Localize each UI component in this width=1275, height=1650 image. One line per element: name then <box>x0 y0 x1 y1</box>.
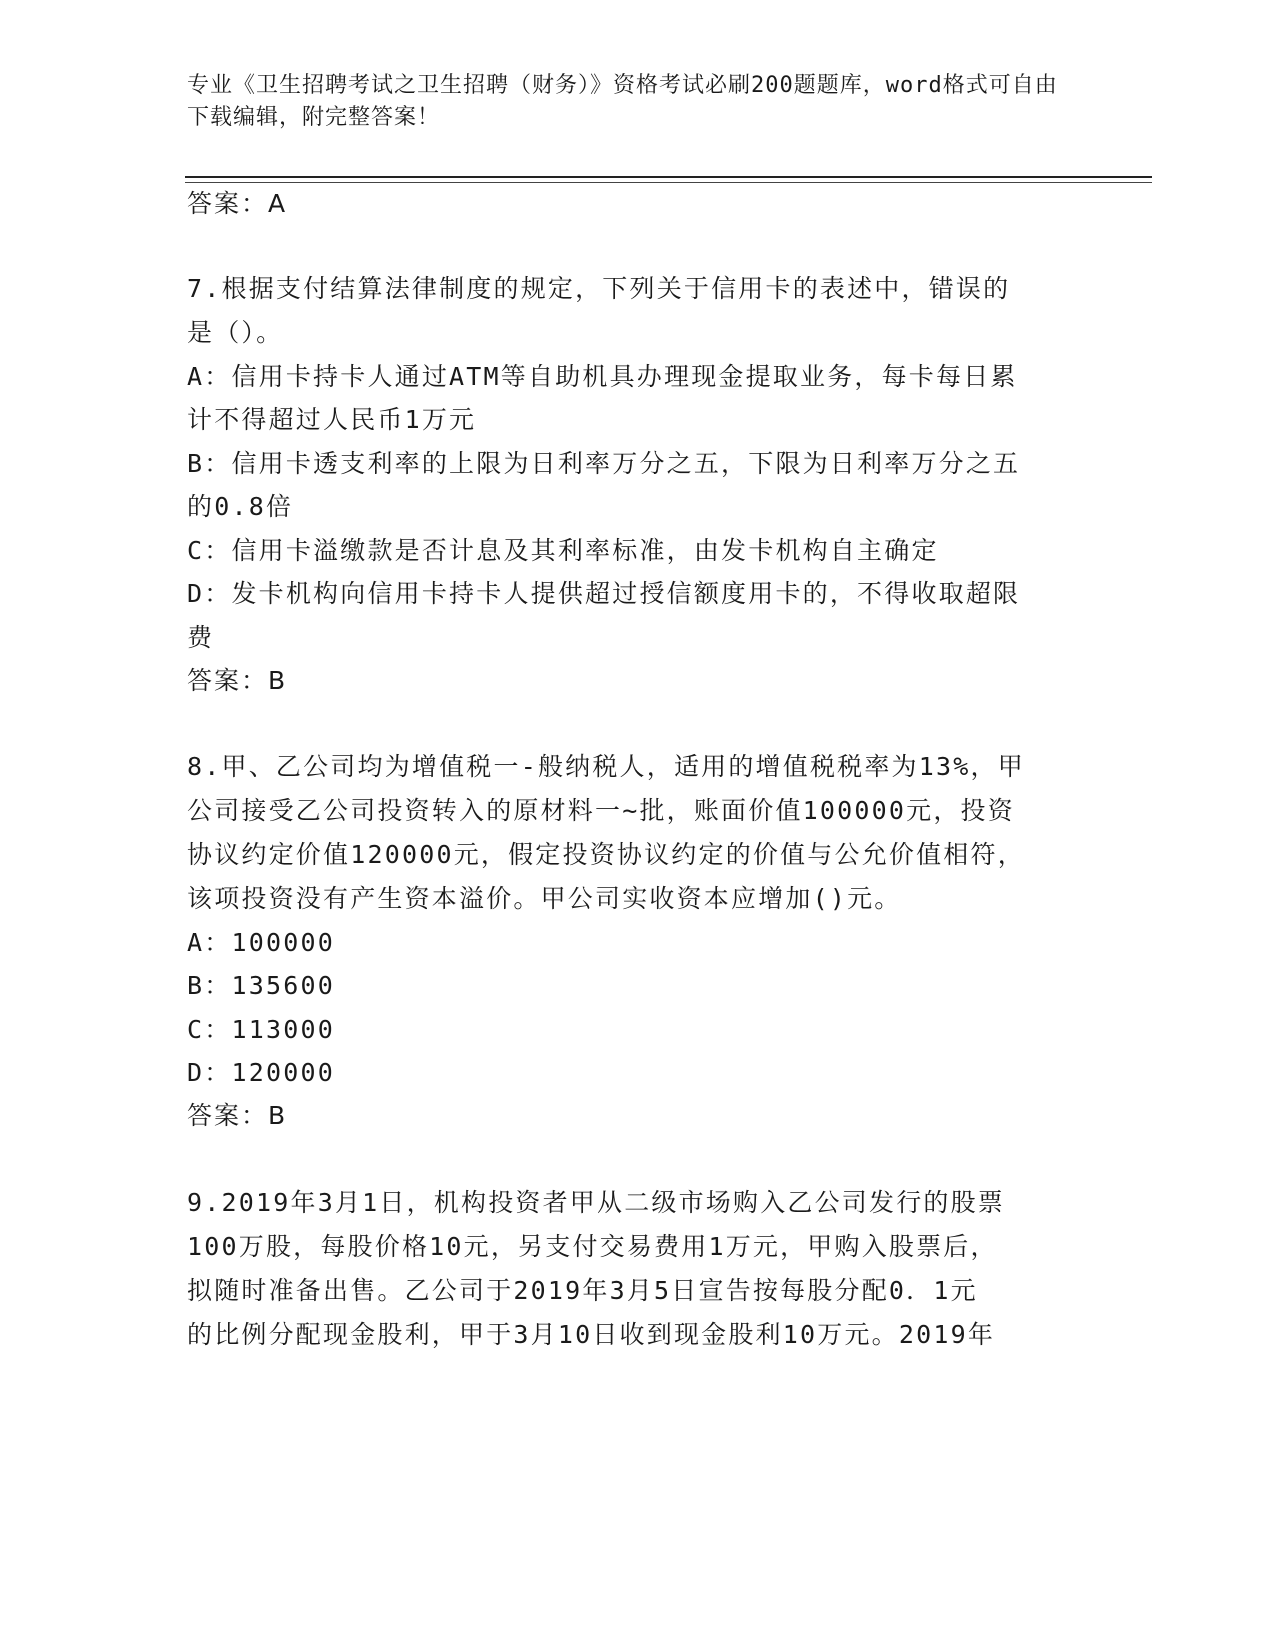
q8-answer: 答案：B <box>187 1101 288 1130</box>
q8-stem-line-2: 公司接受乙公司投资转入的原材料一~批，账面价值100000元，投资 <box>187 796 1015 825</box>
document-header: 专业《卫生招聘考试之卫生招聘（财务）》资格考试必刷200题题库，word格式可自由下载编辑，附完整答案！ <box>187 73 1058 130</box>
q7-option-b-line-2: 的0.8倍 <box>187 492 294 521</box>
q7-option-a-line-1: A：信用卡持卡人通过ATM等自助机具办理现金提取业务，每卡每日累 <box>187 362 1018 391</box>
header-rule-thick <box>185 176 1152 178</box>
q8-stem-line-3: 协议约定价值120000元，假定投资协议约定的价值与公允价值相符， <box>187 840 1025 869</box>
q8-option-a: A：100000 <box>187 928 335 957</box>
q9-stem-line-4: 的比例分配现金股利，甲于3月10日收到现金股利10万元。2019年 <box>187 1320 996 1349</box>
header-rule-thin <box>185 182 1152 183</box>
q9-stem-line-2: 100万股，每股价格10元，另支付交易费用1万元，甲购入股票后， <box>187 1232 998 1261</box>
q7-option-d-line-1: D：发卡机构向信用卡持卡人提供超过授信额度用卡的，不得收取超限 <box>187 579 1021 608</box>
q7-option-a-line-2: 计不得超过人民币1万元 <box>187 405 477 434</box>
q7-stem-line-2: 是（）。 <box>187 318 284 347</box>
q9-stem-line-1: 9.2019年3月1日，机构投资者甲从二级市场购入乙公司发行的股票 <box>187 1188 1006 1217</box>
q7-option-c: C：信用卡溢缴款是否计息及其利率标准，由发卡机构自主确定 <box>187 536 939 565</box>
answer-previous: 答案：A <box>187 189 288 218</box>
q7-option-b-line-1: B：信用卡透支利率的上限为日利率万分之五，下限为日利率万分之五 <box>187 449 1021 478</box>
q7-stem-line-1: 7.根据支付结算法律制度的规定，下列关于信用卡的表述中，错误的 <box>187 274 1011 303</box>
q8-stem-line-1: 8.甲、乙公司均为增值税一-般纳税人，适用的增值税税率为13%，甲 <box>187 752 1025 781</box>
q9-stem-line-3: 拟随时准备出售。乙公司于2019年3月5日宣告按每股分配0．1元 <box>187 1276 978 1305</box>
q8-option-b: B：135600 <box>187 971 335 1000</box>
q7-option-d-line-2: 费 <box>187 623 215 652</box>
q8-stem-line-4: 该项投资没有产生资本溢价。甲公司实收资本应增加()元。 <box>187 884 902 913</box>
q8-option-c: C：113000 <box>187 1015 335 1044</box>
q7-answer: 答案：B <box>187 666 288 695</box>
q8-option-d: D：120000 <box>187 1058 335 1087</box>
